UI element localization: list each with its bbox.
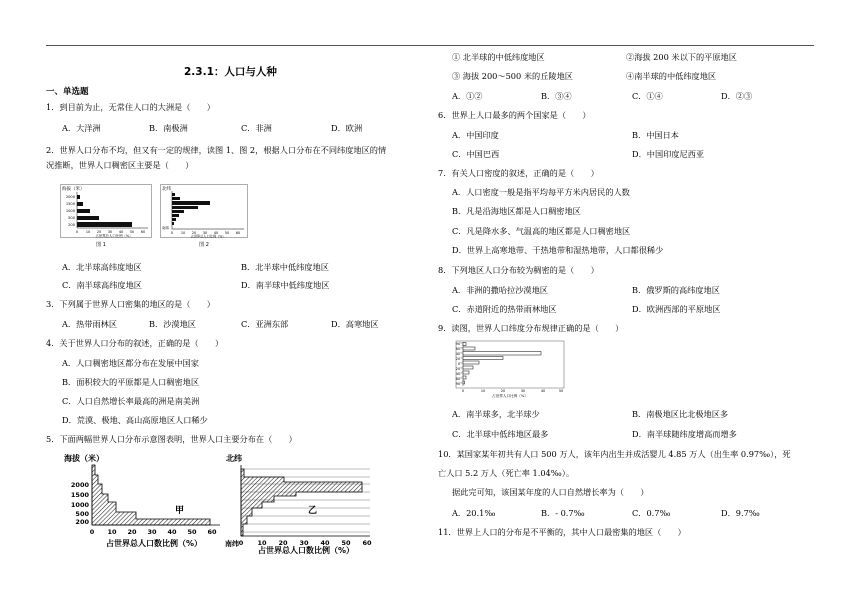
q5b-xtick: 10 (257, 539, 267, 547)
fig1-ytick: 200 (68, 223, 75, 227)
q5-statement-4: ④南半球的中低纬度地区 (626, 71, 717, 81)
q5a-xtick: 30 (147, 528, 157, 536)
fig1-xlabel: 占世界总人口比例（%） (95, 234, 133, 238)
fig2-xtick: 10 (180, 231, 186, 235)
fig1-xtick: 20 (96, 230, 102, 234)
q8-option-a: A．非洲的撒哈拉沙漠地区 (452, 285, 548, 295)
q9-bar (463, 357, 503, 360)
section-heading: 一、单选题 (46, 87, 89, 97)
q5a-xtick: 40 (167, 528, 177, 536)
q5-option-b: B．③④ (541, 91, 572, 101)
fig1-title: 海拔（米） (62, 187, 85, 192)
fig1-bar (77, 222, 132, 227)
q5a-ytick: 1000 (70, 501, 89, 509)
q6-option-c: C．中国巴西 (452, 149, 500, 159)
fig2-bar (172, 222, 174, 225)
fig2-bar (172, 206, 198, 209)
q9-xtick: 50 (558, 389, 564, 393)
q10-stem-line3: 据此完可知，该国某年度的人口自然增长率为（ ） (452, 487, 649, 497)
q9-ytick: 60° (455, 347, 462, 351)
fig1-bar (77, 216, 99, 220)
q5-option-c: C．①④ (632, 91, 663, 101)
q9-xtick: 30 (520, 389, 526, 393)
q5a-ytick: 200 (75, 518, 89, 526)
fig2-xtick: 0 (170, 231, 174, 235)
q5a-ytick: 2000 (70, 481, 89, 489)
fig2-xtick: 50 (224, 231, 230, 235)
q5a-title: 海拔（米） (64, 454, 104, 463)
q9-bar (463, 381, 465, 384)
fig2-xtick: 20 (191, 231, 197, 235)
q5a-area (92, 465, 210, 525)
q10-option-b: B．- 0.7‰ (541, 508, 585, 518)
q10-stem-line2: 亡人口 5.2 万人（死亡率 1.04‰）。 (438, 468, 575, 478)
fig1-xtick: 0 (75, 230, 79, 234)
q5a-xtick: 0 (89, 528, 95, 536)
q9-xtick: 20 (500, 389, 506, 393)
q9-option-a: A．南半球多，北半球少 (452, 409, 540, 419)
q5a-label: 甲 (175, 506, 185, 516)
q9-option-c: C．北半球中低纬地区最多 (452, 429, 549, 439)
q6-option-d: D．中国印度尼西亚 (632, 149, 705, 159)
fig1-ytick: 1500 (65, 202, 75, 206)
fig1-caption: 图 1 (96, 242, 106, 248)
q8-option-d: D．欧洲西部的平原地区 (632, 304, 721, 314)
q7-option-b: B．凡是沿海地区都是人口稠密地区 (452, 206, 581, 216)
q10-option-d: D．9.7‰ (721, 508, 760, 518)
q5b-xtick: 50 (341, 539, 351, 547)
fig2-xlabel: 占世界总人口比例（%） (190, 234, 226, 239)
q9-figure (448, 339, 568, 399)
fig2-bar (172, 201, 210, 205)
q5b-xtick: 20 (278, 539, 288, 547)
q9-ytick: 40° (455, 372, 462, 376)
q5a-xtick: 60 (207, 528, 217, 536)
fig1-xtick: 30 (107, 230, 113, 234)
header-rule (46, 45, 814, 46)
q9-bar (463, 343, 466, 346)
q4-option-b: B．面积较大的平原都是人口稠密地区 (62, 377, 200, 387)
q9-stem: 9．读图，世界人口纬度分布规律正确的是（ ） (438, 323, 624, 333)
q7-option-a: A．人口密度一般是指平均每平方米内居民的人数 (452, 187, 630, 197)
q2-option-a: A．北半球高纬度地区 (62, 262, 142, 272)
q9-option-d: D．南半球随纬度增高而增多 (632, 429, 737, 439)
fig2-bar (172, 193, 175, 196)
q5-option-d: D．②③ (721, 91, 753, 101)
fig1-xtick: 50 (129, 230, 135, 234)
q9-option-b: B．南极地区比北极地区多 (632, 409, 729, 419)
fig1-bar (77, 209, 90, 213)
q9-ytick: 90° (455, 342, 462, 346)
q2-figure-2 (160, 184, 248, 250)
q7-stem: 7．有关人口密度的叙述，正确的是（ ） (438, 168, 599, 178)
q5-stem: 5．下面两幅世界人口分布示意图表明，世界人口主要分布在（ ） (46, 434, 297, 444)
q1-option-c: C．非洲 (241, 123, 272, 133)
fig2-xtick: 40 (213, 231, 219, 235)
fig1-ytick: 2000 (65, 195, 75, 199)
q4-option-a: A．人口稠密地区都分布在发展中国家 (62, 358, 199, 368)
fig2-bar (172, 210, 184, 213)
q2-option-b: B．北半球中低纬度地区 (241, 262, 329, 272)
fig1-ytick: 1000 (65, 209, 75, 213)
q3-stem: 3．下列属于世界人口密集的地区的是（ ） (46, 299, 215, 309)
q4-option-d: D．荒漠、极地、高山高原地区人口稀少 (62, 415, 208, 425)
q7-option-c: C．凡是降水多、气温高的地区都是人口稠密地区 (452, 226, 631, 236)
q9-ytick: 40° (455, 352, 462, 356)
fig2-caption: 图 2 (199, 242, 209, 248)
fig2-bar (172, 197, 180, 200)
q5a-xlabel: 占世界总人口数比例（%） (105, 539, 203, 548)
q3-option-b: B．沙漠地区 (149, 319, 196, 329)
q10-option-a: A．20.1‰ (452, 508, 496, 518)
q2-stem-line1: 2．世界人口分布不均，但又有一定的规律，读图 1、图 2，根据人口分布在不同纬度地区的情 (46, 145, 387, 155)
q5-figure-jia (62, 451, 224, 556)
q5a-ytick: 1500 (70, 491, 89, 499)
q9-ytick: 60° (455, 377, 462, 381)
q9-bar (463, 361, 479, 364)
fig1-ytick: 500 (68, 216, 75, 220)
q7-option-d: D．世界上高寒地带、干热地带和湿热地带，人口都很稀少 (452, 245, 664, 255)
fig2-bottom-label: 南纬 (162, 226, 170, 230)
fig2-bar (172, 214, 179, 217)
q9-ytick: 90° (455, 382, 462, 386)
fig1-xtick: 60 (140, 230, 146, 234)
q9-ytick: 20° (455, 367, 462, 371)
q5-statement-1: ① 北半球的中低纬度地区 (452, 52, 545, 62)
q5b-xtick: 60 (362, 539, 372, 547)
q6-option-b: B．中国日本 (632, 130, 679, 140)
q9-ytick: 0° (457, 362, 462, 366)
q9-xtick: 0 (461, 389, 465, 393)
q9-bar (463, 371, 469, 374)
q4-stem: 4．关于世界人口分布的叙述，正确的是（ ） (46, 338, 224, 348)
q9-bar (463, 347, 475, 350)
q9-xtick: 40 (540, 389, 546, 393)
q9-bar (463, 366, 473, 369)
q1-option-d: D．欧洲 (331, 123, 363, 133)
q8-stem: 8．下列地区人口分布较为稠密的是（ ） (438, 265, 599, 275)
q9-bar (463, 352, 541, 356)
fig1-xtick: 40 (118, 230, 124, 234)
q6-option-a: A．中国印度 (452, 130, 499, 140)
q5a-xtick: 20 (127, 528, 137, 536)
q3-option-d: D．高寒地区 (331, 319, 379, 329)
q2-option-c: C．南半球高纬度地区 (62, 280, 142, 290)
q3-option-c: C．亚洲东部 (241, 319, 289, 329)
q5-figure-yi (224, 451, 376, 556)
q5b-xtick: 0 (238, 539, 244, 547)
q6-stem: 6．世界上人口最多的两个国家是（ ） (438, 110, 591, 120)
q5-statement-3: ③ 海拔 200～500 米的丘陵地区 (452, 71, 573, 81)
q9-bar (463, 376, 466, 379)
page-title: 2.3.1：人口与人种 (184, 66, 277, 78)
q3-option-a: A．热带雨林区 (62, 319, 118, 329)
q5b-title: 北纬 (226, 454, 242, 463)
q5b-area (241, 469, 362, 536)
q1-option-b: B．南极洲 (149, 123, 188, 133)
q5b-label: 乙 (308, 506, 318, 516)
fig2-bar (172, 218, 176, 221)
q9-xtick: 10 (480, 389, 486, 393)
q5a-xtick: 50 (187, 528, 197, 536)
q5-option-a: A．①② (452, 91, 483, 101)
q2-figure-1 (60, 184, 152, 250)
q2-stem-line2: 况推断，世界人口稠密区主要是（ ） (46, 160, 194, 170)
fig2-xtick: 30 (202, 231, 208, 235)
q9-ytick: 20° (455, 357, 462, 361)
fig2-xtick: 60 (235, 231, 241, 235)
q4-option-c: C．人口自然增长率最高的洲是南美洲 (62, 396, 200, 406)
q5b-xtick: 40 (320, 539, 330, 547)
q5b-xlabel: 占世界总人口数比例（%） (257, 546, 355, 555)
fig1-bar (77, 195, 80, 199)
q2-option-d: D．南半球中低纬度地区 (241, 280, 330, 290)
q8-option-c: C．赤道附近的热带雨林地区 (452, 304, 557, 314)
q8-option-b: B．俄罗斯的高纬度地区 (632, 285, 720, 295)
q9-xlabel: 占世界人口比例（%） (492, 394, 528, 398)
q5b-bottom-label: 南纬 (225, 540, 239, 548)
q10-option-c: C．0.7‰ (632, 508, 671, 518)
q10-stem-line1: 10．某国家某年初共有人口 500 万人，该年内出生并成活婴儿 4.85 万人（出生率 0.97‰），死 (438, 449, 791, 459)
fig2-title: 北纬 (162, 187, 171, 192)
q5a-ytick: 500 (75, 510, 89, 518)
q1-option-a: A．大洋洲 (62, 123, 101, 133)
fig1-bar (77, 202, 83, 206)
q1-stem: 1．到目前为止，无常住人口的大洲是（ ） (46, 102, 215, 112)
fig1-xtick: 10 (85, 230, 91, 234)
q5b-xtick: 30 (299, 539, 309, 547)
q5-statement-2: ②海拔 200 米以下的平原地区 (626, 52, 737, 62)
q11-stem: 11．世界上人口的分布是不平衡的，其中人口最密集的地区（ ） (438, 527, 686, 537)
q5a-xtick: 10 (107, 528, 117, 536)
